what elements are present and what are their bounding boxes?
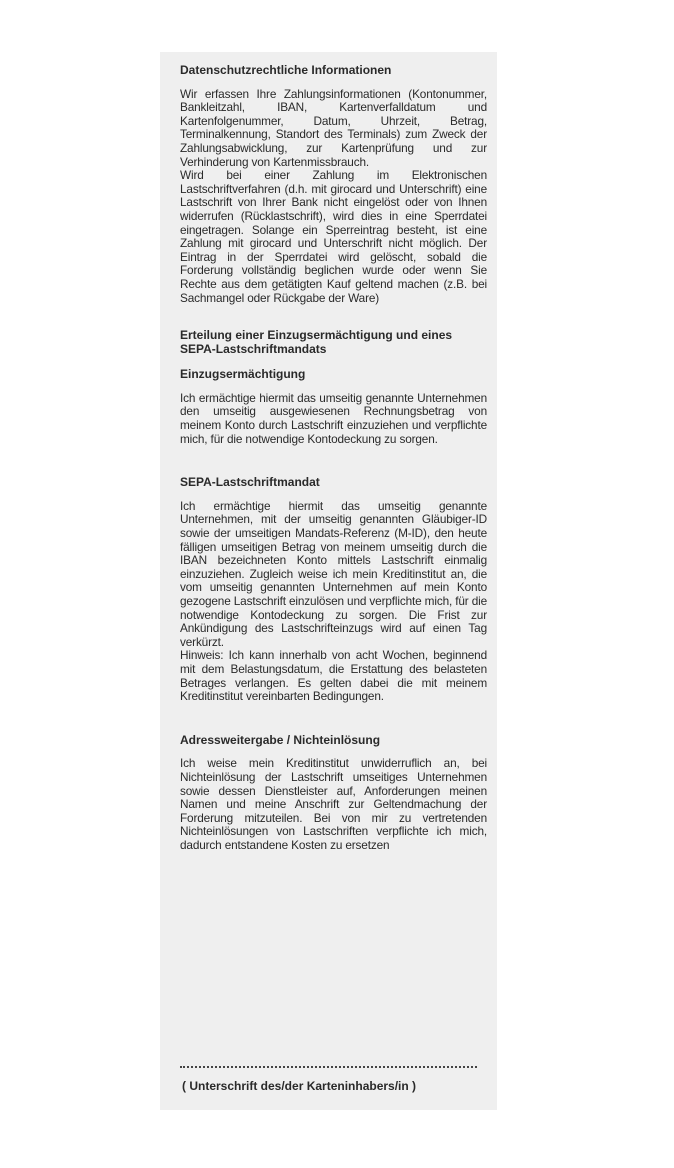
adress-paragraph: Ich weise mein Kreditinstitut unwiderruflich an, bei Nichteinlösung der Lastschrift umseitiges Unternehmen sowie dessen Dienstleister auf, Anforderungen meinen Namen und meine Anschrift zur Geltendmachung der Forderung mitzuteilen. Bei von mir zu vertretenden Nichteinlösungen von Lastschriften verpflichte ich mich, dadurch entstandene Kosten zu ersetzen <box>180 756 487 852</box>
datenschutz-paragraph-2: Wird bei einer Zahlung im Elektronischen Lastschriftverfahren (d.h. mit girocard und Unterschrift) eine Lastschrift von Ihrer Bank nicht eingelöst oder von Ihnen widerrufen (Rücklastschrift), wird dies in eine Sperrdatei eingetragen. Solange ein Sperreintrag besteht, ist eine Zahlung mit girocard und Unterschrift nicht möglich. Der Eintrag in der Sperrdatei wird gelöscht, sobald die Forderung vollständig beglichen wurde oder wenn Sie Rechte aus dem getätigten Kauf geltend machen (z.B. bei Sachmangel oder Rückgabe der Ware) <box>180 168 487 305</box>
datenschutz-paragraph-1: Wir erfassen Ihre Zahlungsinformationen (Kontonummer, Bankleitzahl, IBAN, Kartenverfalldatum und Kartenfolgenummer, Datum, Uhrzeit, Betrag, Terminalkennung, Standort des Terminals) zum Zweck der Zahlungsabwicklung, zur Kartenprüfung und zur Verhinderung von Kartenmissbrauch. <box>180 86 487 169</box>
signature-line <box>180 1066 477 1068</box>
section-title-sepa: SEPA-Lastschriftmandat <box>180 475 320 490</box>
section-title-datenschutz: Datenschutzrechtliche Informationen <box>180 63 392 77</box>
sepa-paragraph-2: Hinweis: Ich kann innerhalb von acht Wochen, beginnend mit dem Belastungsdatum, die Erstattung des belasteten Betrages verlangen. Es gelten dabei die mit meinem Kreditinstitut vereinbarten Bedingungen. <box>180 648 487 704</box>
section-title-erteilung: Erteilung einer Einzugsermächtigung und eines SEPA-Lastschriftmandats <box>180 328 453 356</box>
section-title-einzugsermaechtigung: Einzugsermächtigung <box>180 367 306 382</box>
sepa-paragraph-1: Ich ermächtige hiermit das umseitig genannte Unternehmen, mit der umseitig genannten Gläubiger-ID sowie der umseitigen Mandats-Referenz (M-ID), den heute fälligen umseitigen Betrag von meinem umseitig durch die IBAN bezeichneten Konto mittels Lastschrift einmalig einzuziehen. Zugleich weise ich mein Kreditinstitut an, die vom umseitig genannten Unternehmen auf mein Konto gezogene Lastschrift einzulösen und verpflichte mich, für die notwendige Kontodeckung zu sorgen. Die Frist zur Ankündigung des Lastschrifteinzugs wird auf einen Tag verkürzt. <box>180 498 487 649</box>
section-title-adressweitergabe: Adressweitergabe / Nichteinlösung <box>180 732 381 747</box>
receipt-backside <box>160 52 497 1110</box>
signature-label: ( Unterschrift des/der Karteninhabers/in ) <box>182 1079 417 1093</box>
einzug-paragraph: Ich ermächtige hiermit das umseitig genannte Unternehmen den umseitig ausgewiesenen Rechnungsbetrag von meinem Konto durch Lastschrift einzuziehen und verpflichte mich, für die notwendige Kontodeckung zu sorgen. <box>180 390 487 446</box>
